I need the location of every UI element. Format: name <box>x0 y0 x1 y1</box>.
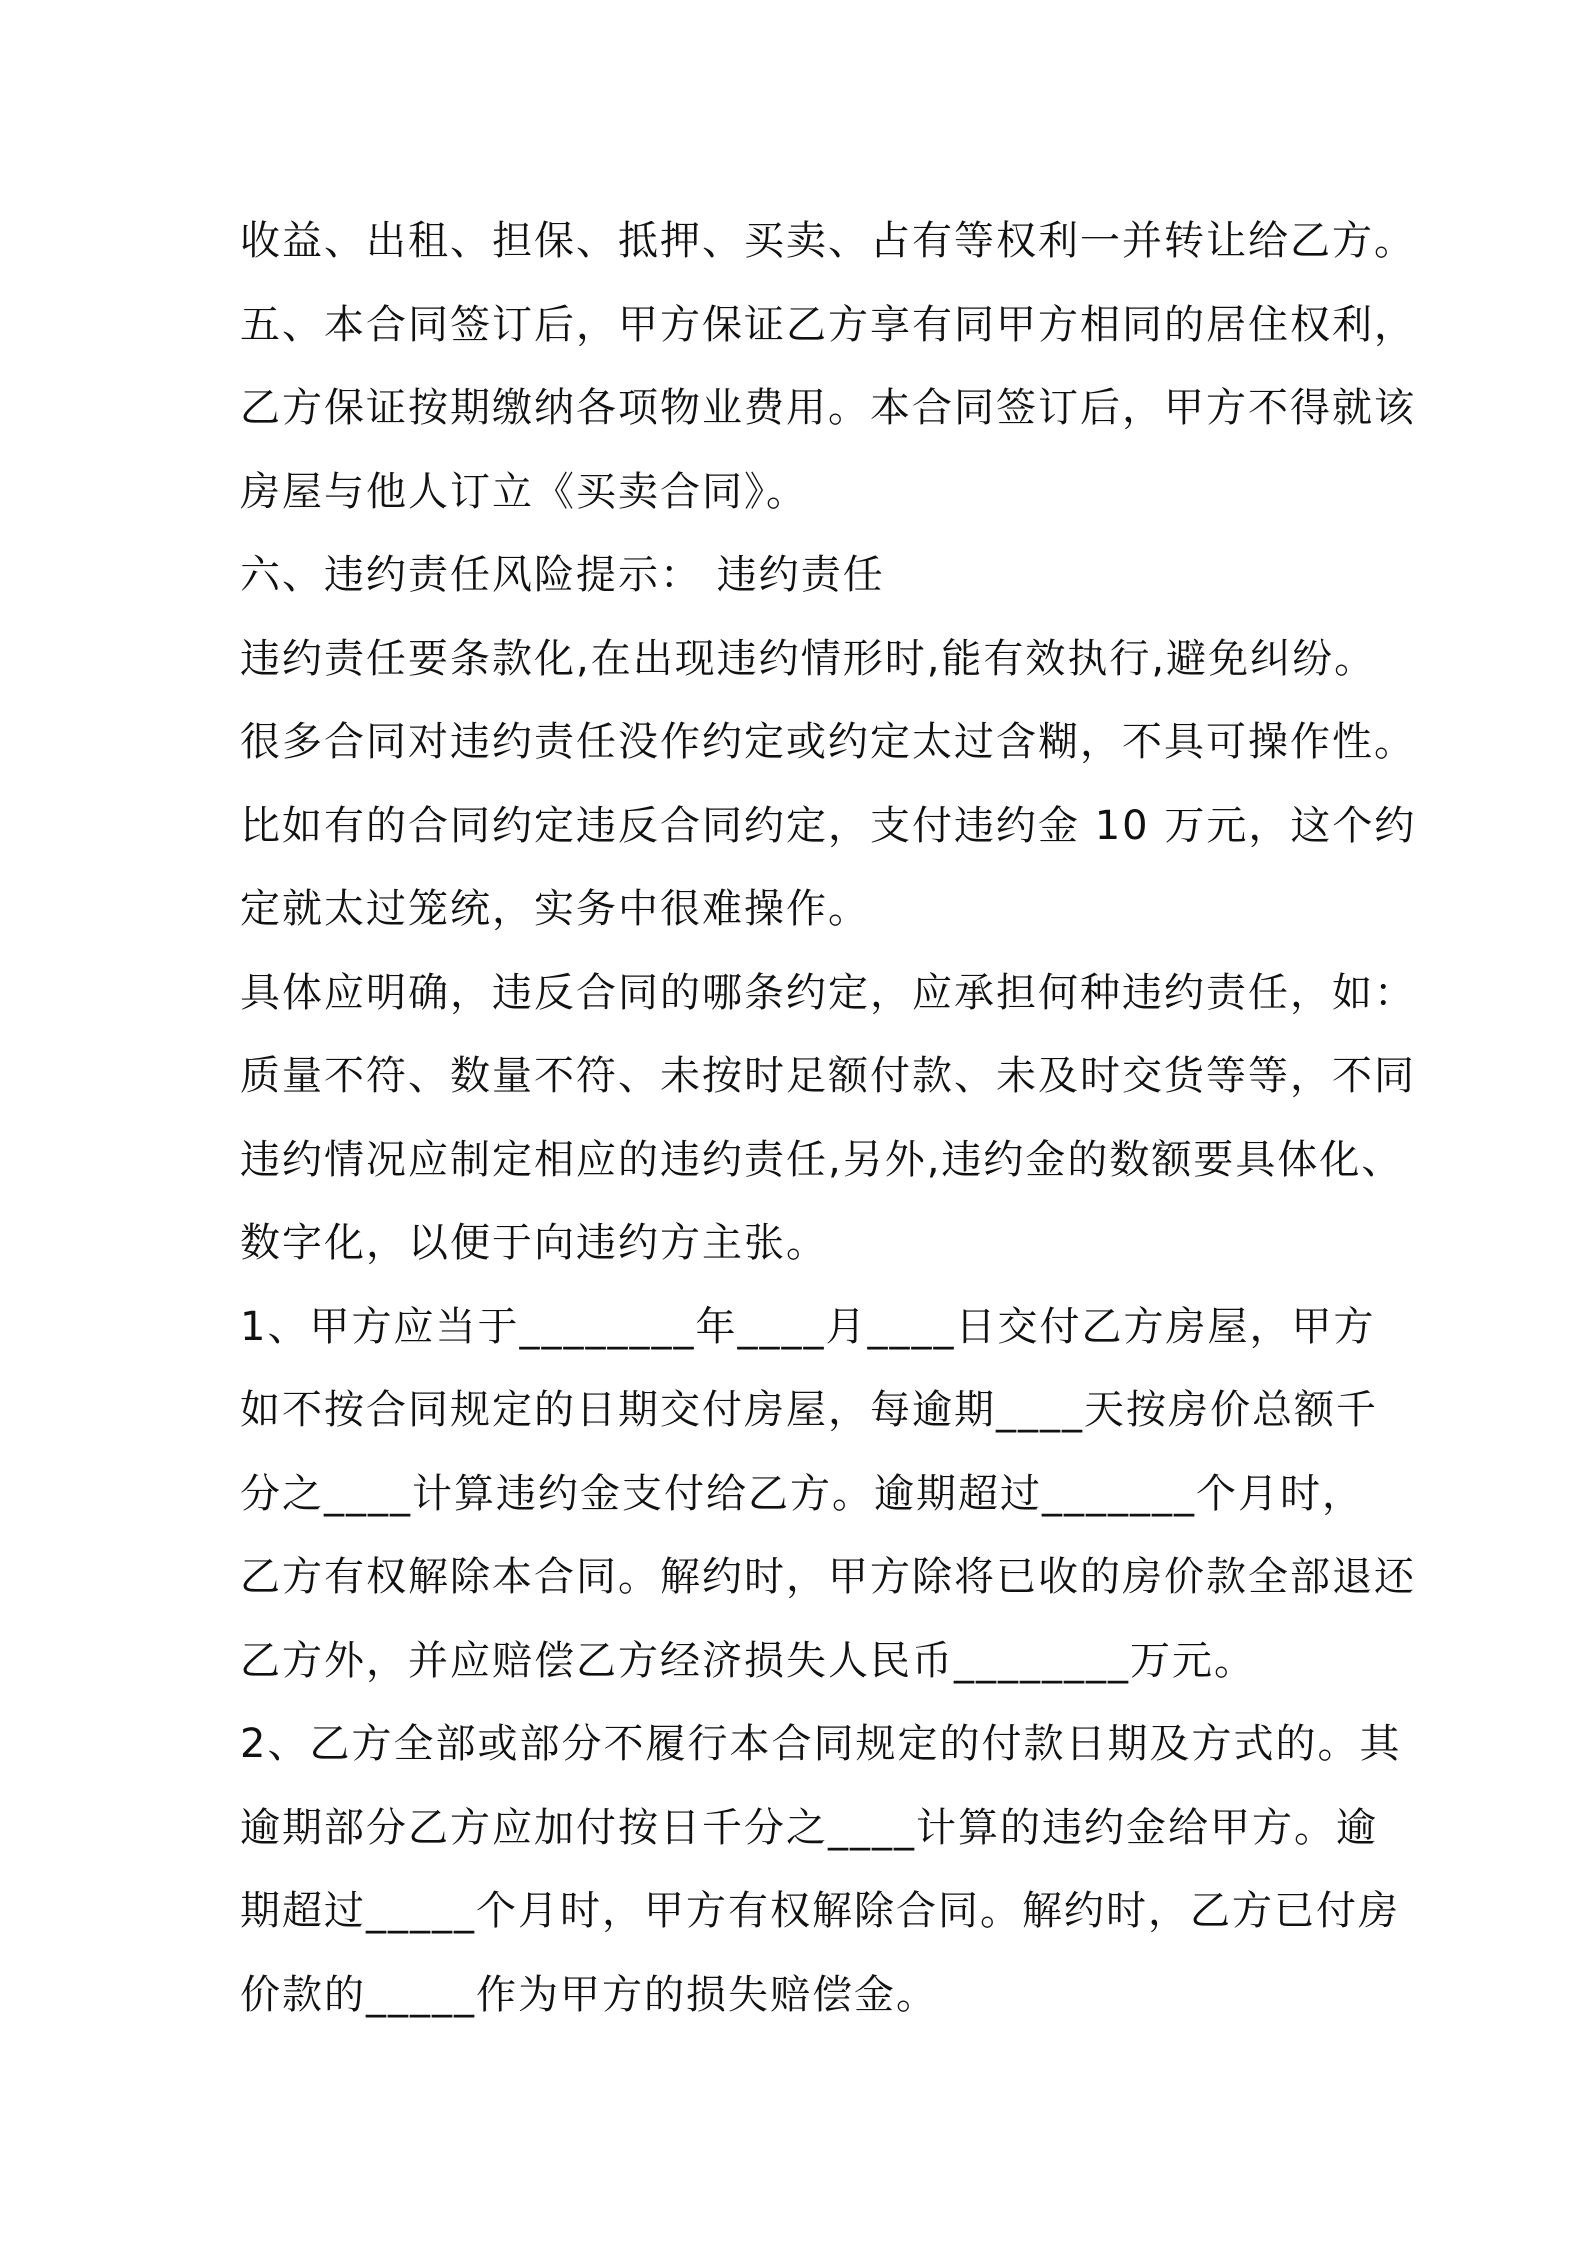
text-line: 收益、出租、担保、抵押、买卖、占有等权利一并转让给乙方。 <box>240 218 1416 264</box>
document-page <box>240 200 1417 2037</box>
clause-line: 价款的_____作为甲方的损失赔偿金。 <box>240 1971 938 2018</box>
clause-line: 乙方外，并应赔偿乙方经济损失人民币________万元。 <box>240 1637 1256 1684</box>
clause-line: 乙方有权解除本合同。解约时，甲方除将已收的房价款全部退还 <box>240 1554 1416 1600</box>
clause-line: 2、乙方全部或部分不履行本合同规定的付款日期及方式的。其 <box>240 1721 1402 1767</box>
text-line: 数字化，以便于向违约方主张。 <box>240 1220 828 1266</box>
clause-line: 期超过_____个月时，甲方有权解除合同。解约时，乙方已付房 <box>240 1888 1400 1934</box>
clause-line: 1、甲方应当于________年____月____日交付乙方房屋，甲方 <box>240 1303 1376 1350</box>
clause-line: 分之____计算违约金支付给乙方。逾期超过_______个月时， <box>240 1470 1364 1517</box>
text-line: 五、本合同签订后，甲方保证乙方享有同甲方相同的居住权利， <box>240 301 1416 348</box>
text-line: 房屋与他人订立《买卖合同》。 <box>240 468 808 515</box>
text-line: 乙方保证按期缴纳各项物业费用。本合同签订后，甲方不得就该 <box>240 385 1416 431</box>
clause-line: 如不按合同规定的日期交付房屋，每逾期____天按房价总额千 <box>240 1387 1378 1433</box>
text-line: 具体应明确，违反合同的哪条约定，应承担何种违约责任，如： <box>240 969 1416 1016</box>
text-line: 比如有的合同约定违反合同约定，支付违约金 10 万元，这个约 <box>240 802 1417 849</box>
text-line: 违约责任要条款化,在出现违约情形时,能有效执行,避免纠纷。 <box>240 635 1377 682</box>
text-line: 定就太过笼统，实务中很难操作。 <box>240 886 870 932</box>
text-line: 质量不符、数量不符、未按时足额付款、未及时交货等等，不同 <box>240 1053 1416 1099</box>
section-heading: 六、违约责任风险提示： 违约责任 <box>240 552 885 598</box>
text-line: 很多合同对违约责任没作约定或约定太过含糊，不具可操作性。 <box>240 719 1416 765</box>
clause-line: 逾期部分乙方应加付按日千分之____计算的违约金给甲方。逾 <box>240 1804 1378 1851</box>
text-line: 违约情况应制定相应的违约责任,另外,违约金的数额要具体化、 <box>240 1136 1404 1183</box>
